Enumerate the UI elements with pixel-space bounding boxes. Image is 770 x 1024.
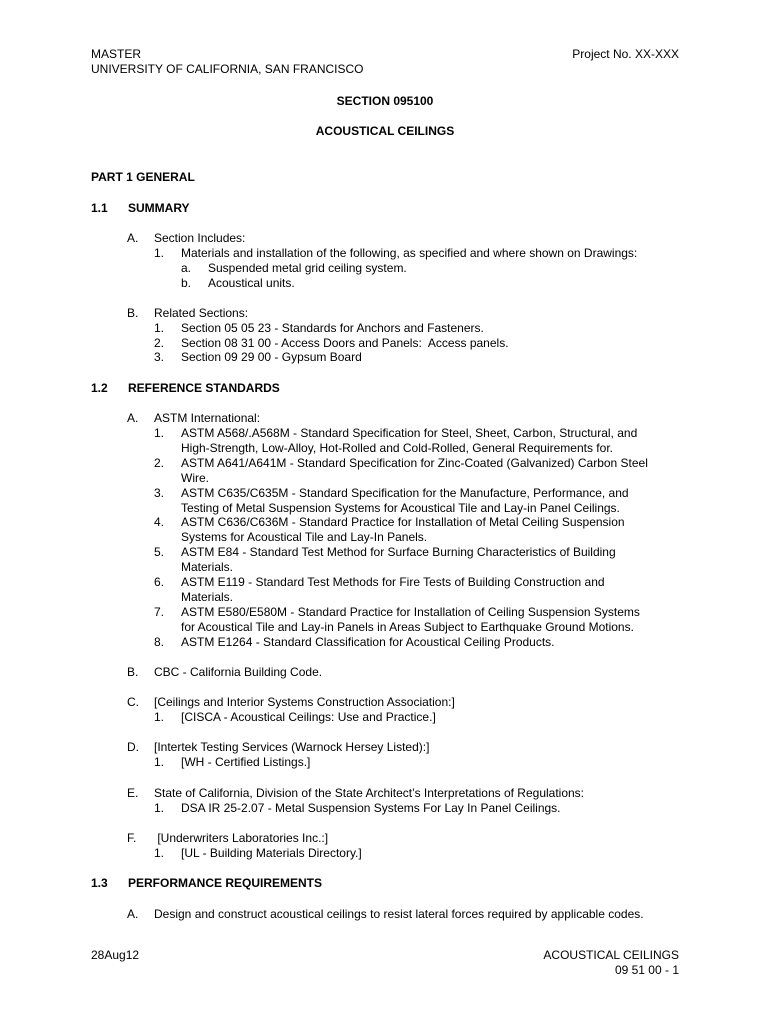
paragraph-text: Related Sections:: [154, 306, 249, 320]
subparagraph-text: Testing of Metal Suspension Systems for Acoustical Tile and Lay-in Panel Ceilings.: [181, 501, 620, 515]
section-title: ACOUSTICAL CEILINGS: [315, 124, 455, 138]
subparagraph-text: ASTM E580/E580M - Standard Practice for Installation of Ceiling Suspension Systems: [181, 605, 640, 619]
subparagraph-number: 3.: [154, 350, 165, 364]
subparagraph-number: 1.: [154, 846, 165, 860]
paragraph-letter: B.: [127, 665, 139, 679]
subparagraph-number: 1.: [154, 426, 165, 440]
subparagraph-number: 1.: [154, 246, 165, 260]
article-title: REFERENCE STANDARDS: [128, 381, 280, 395]
paragraph-text: [Underwriters Laboratories Inc.:]: [154, 831, 329, 845]
subparagraph-text: ASTM E119 - Standard Test Methods for Fire Tests of Building Construction and: [181, 575, 605, 589]
subparagraph-text: Systems for Acoustical Tile and Lay-In Panels.: [181, 530, 428, 544]
paragraph-text: State of California, Division of the State Architect’s Interpretations of Regulations:: [154, 786, 585, 800]
paragraph-text: CBC - California Building Code.: [154, 665, 323, 679]
subparagraph-text: Wire.: [181, 471, 209, 485]
subparagraph-text: for Acoustical Tile and Lay-in Panels in Areas Subject to Earthquake Ground Motions.: [181, 620, 634, 634]
footer-page-number: 09 51 00 - 1: [614, 963, 679, 977]
part-heading: PART 1 GENERAL: [91, 170, 195, 184]
paragraph-letter: A.: [127, 231, 139, 245]
subparagraph-number: 8.: [154, 635, 165, 649]
item-letter: b.: [181, 276, 192, 290]
article-number: 1.2: [91, 381, 108, 395]
subparagraph-number: 1.: [154, 710, 165, 724]
subparagraph-text: Materials.: [181, 560, 234, 574]
subparagraph-text: ASTM E1264 - Standard Classification for Acoustical Ceiling Products.: [181, 635, 555, 649]
footer-section-title: ACOUSTICAL CEILINGS: [543, 948, 679, 962]
header-project-number: Project No. XX-XXX: [572, 47, 679, 61]
paragraph-letter: E.: [127, 786, 139, 800]
subparagraph-number: 5.: [154, 545, 165, 559]
item-text: Suspended metal grid ceiling system.: [208, 261, 407, 275]
subparagraph-text: ASTM E84 - Standard Test Method for Surface Burning Characteristics of Building: [181, 545, 616, 559]
subparagraph-text: Materials.: [181, 590, 234, 604]
subparagraph-text: ASTM C636/C636M - Standard Practice for Installation of Metal Ceiling Suspension: [181, 515, 625, 529]
subparagraph-text: Section 05 05 23 - Standards for Anchors and Fasteners.: [181, 321, 484, 335]
paragraph-letter: A.: [127, 907, 139, 921]
subparagraph-text: [UL - Building Materials Directory.]: [181, 846, 362, 860]
subparagraph-number: 7.: [154, 605, 165, 619]
subparagraph-number: 1.: [154, 321, 165, 335]
subparagraph-number: 1.: [154, 801, 165, 815]
paragraph-text: ASTM International:: [154, 411, 261, 425]
paragraph-letter: B.: [127, 306, 139, 320]
article-number: 1.1: [91, 201, 108, 215]
paragraph-letter: D.: [127, 740, 139, 754]
article-title: PERFORMANCE REQUIREMENTS: [128, 876, 323, 890]
article-number: 1.3: [91, 876, 108, 890]
subparagraph-text: High-Strength, Low-Alloy, Hot-Rolled and Cold-Rolled, General Requirements for.: [181, 441, 613, 455]
article-title: SUMMARY: [128, 201, 190, 215]
subparagraph-number: 1.: [154, 755, 165, 769]
item-letter: a.: [181, 261, 192, 275]
subparagraph-number: 6.: [154, 575, 165, 589]
section-number: SECTION 095100: [336, 94, 434, 108]
subparagraph-text: Materials and installation of the following, as specified and where shown on Drawings:: [181, 246, 638, 260]
subparagraph-text: Section 09 29 00 - Gypsum Board: [181, 350, 362, 364]
paragraph-text: Section Includes:: [154, 231, 246, 245]
subparagraph-number: 2.: [154, 336, 165, 350]
subparagraph-text: [WH - Certified Listings.]: [181, 755, 311, 769]
subparagraph-number: 4.: [154, 515, 165, 529]
paragraph-letter: C.: [127, 695, 139, 709]
subparagraph-number: 2.: [154, 456, 165, 470]
paragraph-text: [Ceilings and Interior Systems Construction Association:]: [154, 695, 455, 709]
subparagraph-text: ASTM A641/A641M - Standard Specification for Zinc-Coated (Galvanized) Carbon Steel: [181, 456, 648, 470]
footer-right: [543, 948, 679, 978]
item-text: Acoustical units.: [208, 276, 295, 290]
header-master: MASTER: [91, 47, 142, 61]
subparagraph-text: ASTM A568/.A568M - Standard Specification for Steel, Sheet, Carbon, Structural, and: [181, 426, 638, 440]
subparagraph-text: DSA IR 25-2.07 - Metal Suspension Systems For Lay In Panel Ceilings.: [181, 801, 561, 815]
paragraph-text: Design and construct acoustical ceilings to resist lateral forces required by applicable codes.: [154, 907, 644, 921]
subparagraph-text: [CISCA - Acoustical Ceilings: Use and Practice.]: [181, 710, 436, 724]
paragraph-text: [Intertek Testing Services (Warnock Hersey Listed):]: [154, 740, 430, 754]
subparagraph-number: 3.: [154, 486, 165, 500]
footer-date: 28Aug12: [91, 948, 140, 962]
header-university: UNIVERSITY OF CALIFORNIA, SAN FRANCISCO: [91, 62, 364, 76]
subparagraph-text: ASTM C635/C635M - Standard Specification for the Manufacture, Performance, and: [181, 486, 629, 500]
paragraph-letter: F.: [127, 831, 137, 845]
paragraph-letter: A.: [127, 411, 139, 425]
subparagraph-text: Section 08 31 00 - Access Doors and Panels: Access panels.: [181, 336, 509, 350]
header-left: [91, 47, 363, 77]
